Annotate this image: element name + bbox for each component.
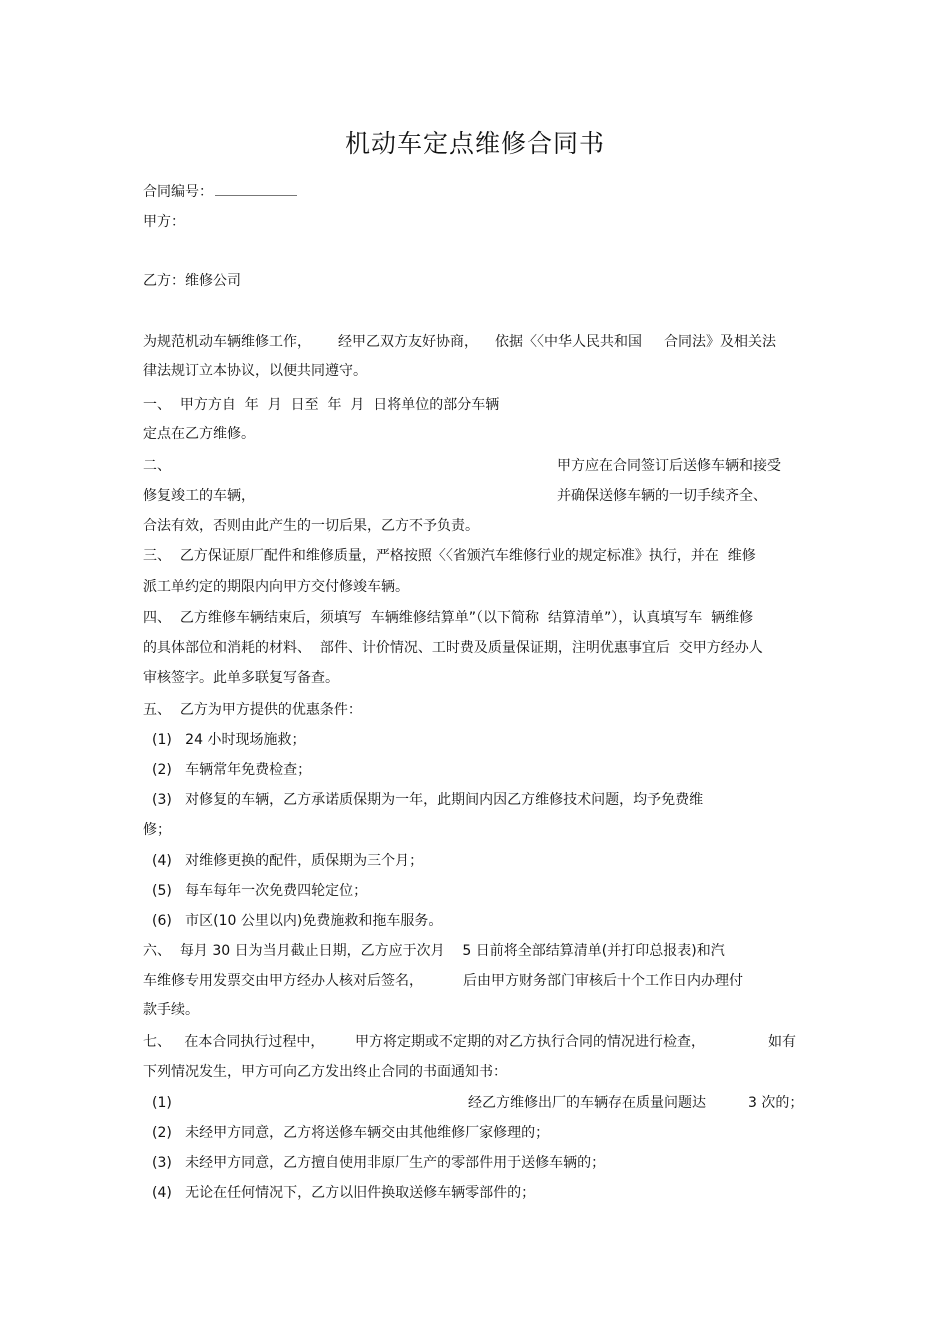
party-a-line: 甲方： (143, 214, 185, 230)
clause-7-fragment: 七、 在本合同执行过程中， (143, 1034, 325, 1050)
clause-7-item: 经乙方维修出厂的车辆存在质量问题达 (468, 1095, 706, 1111)
clause-6-fragment: 款手续。 (143, 1002, 199, 1018)
preamble-fragment: 律法规订立本协议，以便共同遵守。 (143, 363, 367, 379)
clause-2-fragment: 甲方应在合同签订后送修车辆和接受 (557, 458, 781, 474)
clause-5-heading: 五、 乙方为甲方提供的优惠条件： (143, 702, 362, 718)
clause-4-line: 审核签字。此单多联复写备查。 (143, 670, 339, 686)
clause-2-fragment: 合法有效，否则由此产生的一切后果，乙方不予负责。 (143, 518, 479, 534)
clause-2-number: 二、 (143, 458, 171, 474)
clause-4-line: 的具体部位和消耗的材料、 部件、计价情况、工时费及质量保证期，注明优惠事宜后 交甲方经办人 (143, 640, 763, 656)
clause-5-item: (5) 每车每年一次免费四轮定位； (152, 883, 368, 899)
clause-2-fragment: 并确保送修车辆的一切手续齐全、 (557, 488, 767, 504)
clause-7-item: (4) 无论在任何情况下，乙方以旧件换取送修车辆零部件的； (152, 1185, 536, 1201)
preamble-fragment: 合同法》及相关法 (664, 334, 776, 350)
clause-7-line: 下列情况发生，甲方可向乙方发出终止合同的书面通知书： (143, 1064, 507, 1080)
clause-7-item: 3 次的； (748, 1095, 804, 1111)
clause-5-item: (1) 24 小时现场施救； (152, 732, 306, 748)
clause-5-item: (4) 对维修更换的配件，质保期为三个月； (152, 853, 424, 869)
clause-3-line: 三、 乙方保证原厂配件和维修质量，严格按照〈〈省颁汽车维修行业的规定标准》执行，并在 维修 (143, 548, 756, 564)
clause-6-fragment: 车维修专用发票交由甲方经办人核对后签名， (143, 973, 423, 989)
contract-number-label: 合同编号： (143, 184, 213, 200)
clause-3-line: 派工单约定的期限内向甲方交付修竣车辆。 (143, 579, 409, 595)
preamble-fragment: 经甲乙双方友好协商， (338, 334, 478, 350)
clause-7-fragment: 如有 (768, 1034, 796, 1050)
clause-6-fragment: 后由甲方财务部门审核后十个工作日内办理付 (463, 973, 743, 989)
clause-1-line: 一、 甲方方自 年 月 日至 年 月 日将单位的部分车辆 (143, 397, 500, 413)
clause-7-item: (3) 未经甲方同意，乙方擅自使用非原厂生产的零部件用于送修车辆的； (152, 1155, 606, 1171)
party-b-line: 乙方：维修公司 (143, 273, 241, 289)
clause-2-fragment: 修复竣工的车辆， (143, 488, 255, 504)
clause-7-item: (2) 未经甲方同意，乙方将送修车辆交由其他维修厂家修理的； (152, 1125, 550, 1141)
clause-5-item: (3) 对修复的车辆，乙方承诺质保期为一年，此期间内因乙方维修技术问题，均予免费维 (152, 792, 704, 808)
clause-5-item: (2) 车辆常年免费检查； (152, 762, 312, 778)
clause-7-fragment: 甲方将定期或不定期的对乙方执行合同的情况进行检查， (355, 1034, 705, 1050)
clause-5-item: (6) 市区(10 公里以内)免费施救和拖车服务。 (152, 913, 443, 929)
preamble-fragment: 依据〈〈中华人民共和国 (495, 334, 642, 350)
document-title: 机动车定点维修合同书 (344, 129, 605, 158)
clause-5-item: 修； (143, 822, 171, 838)
clause-6-line: 六、 每月 30 日为当月截止日期，乙方应于次月 5 日前将全部结算清单(并打印总报表)和汽 (143, 943, 725, 959)
clause-7-item: (1) (152, 1095, 172, 1111)
preamble-fragment: 为规范机动车辆维修工作， (143, 334, 311, 350)
contract-number-blank (215, 182, 297, 196)
clause-1-line: 定点在乙方维修。 (143, 426, 255, 442)
clause-4-line: 四、 乙方维修车辆结束后，须填写 车辆维修结算单”（以下简称 结算清单”），认真填写车 辆维修 (143, 610, 754, 626)
contract-number-line (143, 182, 297, 202)
